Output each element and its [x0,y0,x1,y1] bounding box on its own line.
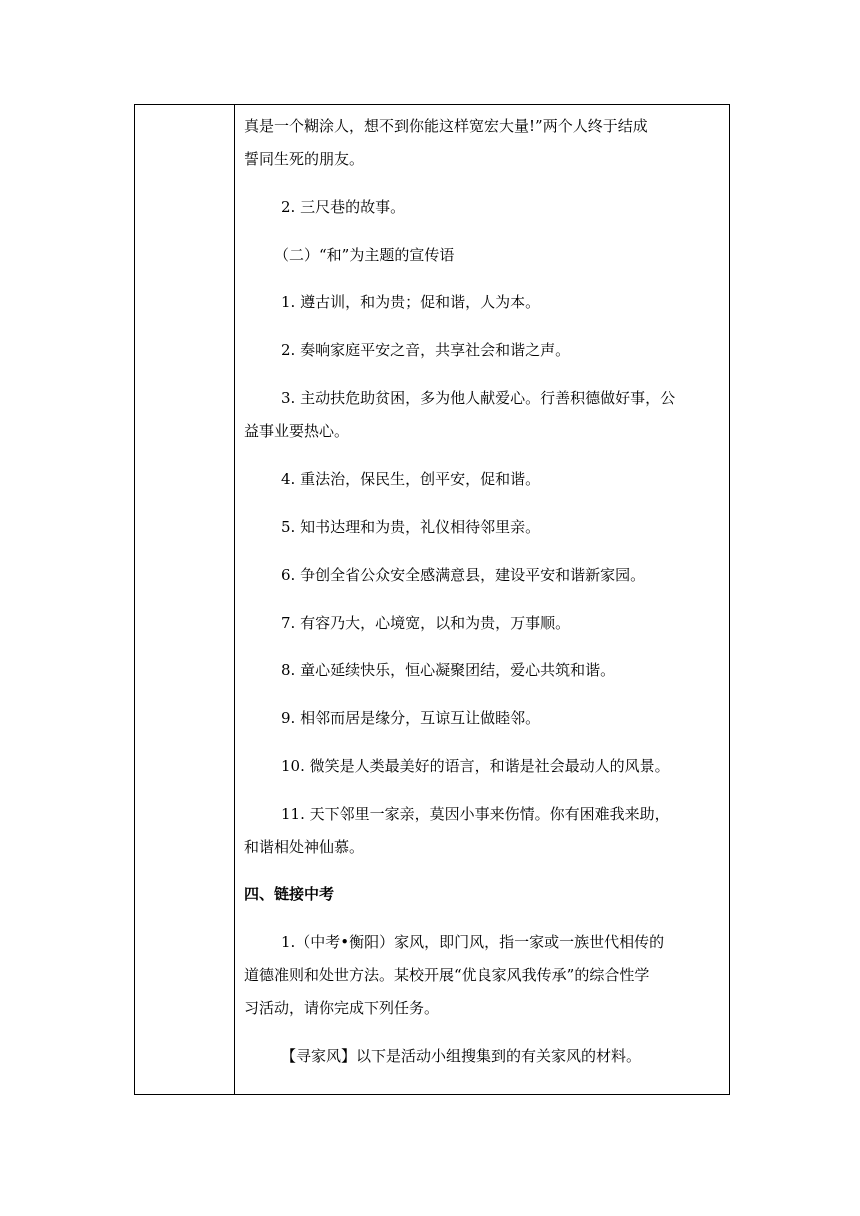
section-heading-exam: 四、链接中考 [244,885,335,903]
slogan-8: 8. 童心延续快乐，恒心凝聚团结，爱心共筑和谐。 [281,661,616,679]
story-text-line-1: 真是一个糊涂人，想不到你能这样宽宏大量!”两个人终于结成 [244,117,648,135]
table-right-column [235,105,729,1094]
story-text-line-2: 誓同生死的朋友。 [244,150,365,168]
content-table [134,104,730,1095]
slogan-5: 5. 知书达理和为贵，礼仪相待邻里亲。 [281,518,541,536]
slogan-4: 4. 重法治，保民生，创平安，促和谐。 [281,470,541,488]
slogan-3-line-2: 益事业要热心。 [244,422,350,440]
story-item-2: 2. 三尺巷的故事。 [281,198,406,216]
table-left-column [135,105,235,1094]
slogan-11-line-1: 11. 天下邻里一家亲，莫因小事来伤情。你有困难我来助， [281,805,670,823]
slogan-2: 2. 奏响家庭平安之音，共享社会和谐之声。 [281,341,571,359]
exam-task-intro: 【寻家风】以下是活动小组搜集到的有关家风的材料。 [281,1047,642,1065]
exam-question-line-1: 1.（中考•衡阳）家风，即门风，指一家或一族世代相传的 [281,933,665,951]
slogan-3-line-1: 3. 主动扶危助贫困，多为他人献爱心。行善积德做好事，公 [281,389,676,407]
section-heading-slogans: （二）“和”为主题的宣传语 [274,246,455,264]
slogan-1: 1. 遵古训，和为贵；促和谐，人为本。 [281,293,541,311]
exam-question-line-3: 习活动，请你完成下列任务。 [244,999,440,1017]
slogan-7: 7. 有容乃大，心境宽，以和为贵，万事顺。 [281,614,571,632]
exam-question-line-2: 道德准则和处世方法。某校开展“优良家风我传承”的综合性学 [244,966,650,984]
slogan-9: 9. 相邻而居是缘分，互谅互让做睦邻。 [281,709,541,727]
slogan-11-line-2: 和谐相处神仙慕。 [244,838,365,856]
slogan-10: 10. 微笑是人类最美好的语言，和谐是社会最动人的风景。 [281,757,670,775]
slogan-6: 6. 争创全省公众安全感满意县，建设平安和谐新家园。 [281,566,646,584]
